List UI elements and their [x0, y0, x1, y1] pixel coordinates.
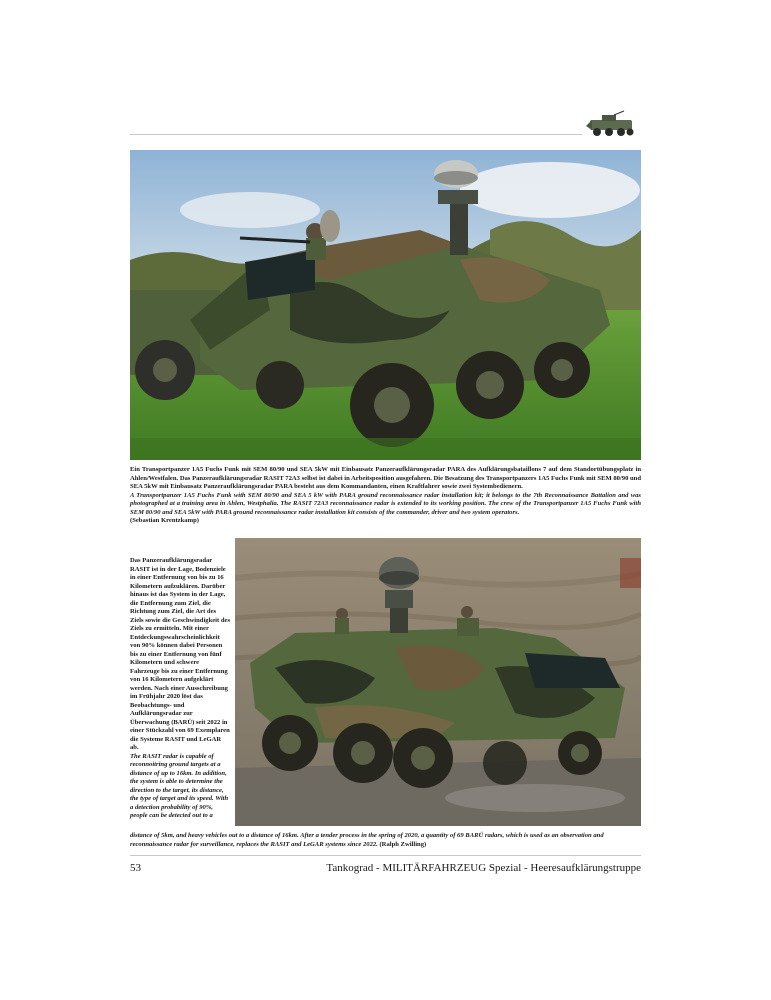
body-german: Das Panzeraufklärungsradar RASIT ist in der Lage, Bodenziele in einer Entfernung von bis zu 16 Kilometern aufzuklären. Darüber hinaus ist das System in der Lage, die Entfernung zum Ziel, die Richtung zum Ziel, die Art des Ziels sowie die Geschwindigkeit des Ziels zu ermitteln. Mit einer Entdeckungswahrscheinlichkeit von 90% können dabei Personen bis zu einer Entfernung von fünf Kilometern und schwere Fahrzeuge bis zu einer Entfernung von 16 Kilometern aufgeklärt werden. Nach einer Ausschreibung im Frühjahr 2020 löst das Beobachtungs- und Aufklärungsradar zur Überwachung (BARÜ) seit 2022 in einer Stückzahl von 69 Exemplaren die Systeme RASIT und LeGAR ab.: [130, 557, 231, 751]
header-rule: [130, 134, 582, 135]
footer-rule: [130, 855, 641, 856]
armored-vehicle-icon: [584, 110, 640, 140]
caption2-english: distance of 5km, and heavy vehicles out to a distance of 16km. After a tender process in the spring of 2020, a quantity of 69 BARÜ radars, which is used as an observation and reconnaissance radar for surveillance, replaces the RASIT and LeGAR systems since 2022.: [130, 832, 604, 848]
footer-title: Tankograd - MILITÄRFAHRZEUG Spezial - Heeresaufklärungstruppe: [326, 862, 641, 874]
photo-fuchs-radar-grass: [130, 150, 641, 460]
page-number: 53: [130, 862, 141, 874]
body-text-column: [130, 557, 230, 821]
body-english: The RASIT radar is capable of reconnoitring ground targets at a distance of up to 16km. In addition, the system is able to determine the direction to the target, its distance, the type of target and its speed. With a detection probability of 90%, people can be detected out to a: [130, 752, 229, 819]
photo-fuchs-radar-mud: [235, 538, 641, 826]
caption1-german: Ein Transportpanzer 1A5 Fuchs Funk mit SEM 80/90 und SEA 5kW mit Einbausatz Panzeraufklärungsradar PARA des Aufklärungsbataillons 7 auf dem Standortübungsplatz in Ahlen/Westfalen. Das Panzeraufklärungsradar RASIT 72A3 selbst ist dabei in Arbeitsposition ausgefahren. Die Besatzung des Transportpanzers 1A5 Fuchs Funk mit SEM 80/90 und SEA 5kW mit Einbausatz Panzeraufklärungsradar PARA besteht aus dem Kommandanten, einen Kraftfahrer sowie zwei Systembedienern.: [130, 466, 642, 490]
photo1-caption: [130, 466, 641, 526]
caption1-english: A Transportpanzer 1A5 Fuchs Funk with SEM 80/90 and SEA 5 kW with PARA ground reconnaissance radar installation kit; it belongs to the 7th Reconnaissance Battalion and was photographed at a training area in Ahlen, Westphalia. The RASIT 72A3 reconnaissance radar is extended to its working position. The crew of the Transportpanzer 1A5 Fuchs Funk with SEM 80/90 and SEA 5kW with PARA ground reconnaissance radar installation kit consists of the commander, driver and two system operators.: [130, 491, 641, 516]
caption1-credit: (Sebastian Krentzkamp): [130, 517, 199, 524]
photo2-caption: [130, 832, 641, 849]
caption2-credit: (Ralph Zwilling): [379, 840, 427, 848]
